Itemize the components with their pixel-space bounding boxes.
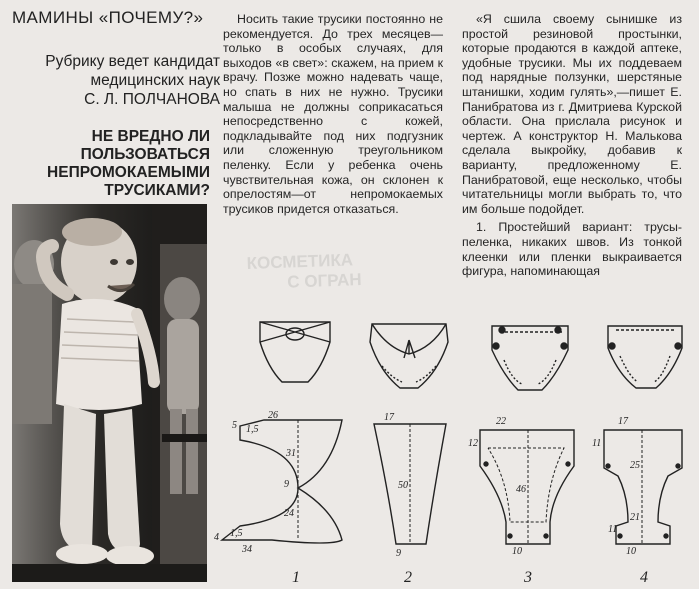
figure-number-1: 1 [292,569,300,586]
bleed-through-text [246,250,362,294]
rubric-title: МАМИНЫ «ПОЧЕМУ?» [12,8,204,27]
paragraph: 1. Простейший вариант: трусы-пеленка, никаких швов. Из тонкой клеенки или пленки выкраивается фигура, напоминающая [462,220,682,279]
garment-1-drawing [260,322,330,382]
pattern-diagrams [212,300,699,589]
dim-label: 21 [630,512,640,523]
rubric-lead [8,52,220,109]
garment-3-drawing [492,326,568,390]
baby-photo [12,204,207,582]
question-heading [10,128,210,200]
garment-2-drawing [370,324,448,388]
question-line: НЕ ВРЕДНО ЛИ [91,128,210,145]
lead-line: медицинских наук [90,72,220,89]
paragraph: Носить такие трусики постоянно не рекомендуется. До трех месяцев—только в особых случаях, для выходов «в свет»: скажем, на прием к врачу. Позже можно надевать чаще, но спать в них не нужно. Трусики малыша не должны соприкасаться непосредственно с кожей, подкладывайте под них подгузник или сложенную треугольником пеленку. Если у ребенка очень чувствительная кожа, он склонен к опрелостям—от непромокаемых трусиков придется отказаться. [223,12,443,216]
dim-label: 5 [232,420,237,431]
figure-number-4: 4 [640,569,648,586]
ghost-line: С ОГРАН [287,270,362,292]
paragraph: «Я сшила своему сынишке из простой резиновой простынки, которые продаются в каждой аптеке, удобные трусики. Мы их поддеваем под нарядные ползунки, шерстяные штанишки, ходим гулять»,—пишет Е. Панибратова из г. Дмитриева Курской области. Она прислала рисунок и чертеж. А конструктор Н. Малькова сделала выкройку, добавив к варианту, предложенному Е. Панибратовой, еще несколько, чтобы читательницы могли выбрать то, что им больше подойдет. [462,12,682,216]
pattern-2 [374,424,446,544]
dim-label: 1,5 [230,528,243,539]
dim-label: 31 [286,448,296,459]
dim-label: 17 [618,416,628,427]
dim-label: 24 [284,508,294,519]
dim-label: 9 [284,479,289,490]
figure-number-2: 2 [404,569,412,586]
dim-label: 46 [516,484,526,495]
dim-label: 10 [512,546,522,557]
baby-photo-image [12,204,207,582]
article-column-3 [462,12,682,279]
question-line: НЕПРОМОКАЕМЫМИ [47,164,210,181]
dim-label: 25 [630,460,640,471]
dim-label: 10 [626,546,636,557]
dim-label: 11 [608,524,618,535]
dim-label: 11 [592,438,602,449]
dim-label: 22 [496,416,506,427]
dim-label: 26 [268,410,278,421]
dim-label: 12 [468,438,478,449]
question-line: ТРУСИКАМИ? [104,182,210,199]
ghost-line: КОСМЕТИКА [246,250,354,273]
article-column-2 [223,12,443,216]
lead-author: С. Л. ПОЛЧАНОВА [84,91,220,108]
dim-label: 50 [398,480,408,491]
pattern-3 [480,430,574,544]
dim-label: 1,5 [246,424,259,435]
question-line: ПОЛЬЗОВАТЬСЯ [80,146,210,163]
dim-label: 9 [396,548,401,559]
pattern-1 [222,420,342,543]
dim-label: 34 [242,544,252,555]
figure-number-3: 3 [524,569,532,586]
lead-line: Рубрику ведет кандидат [45,53,220,70]
dim-label: 17 [384,412,394,423]
dim-label: 4 [214,532,219,543]
garment-4-drawing [608,326,682,388]
